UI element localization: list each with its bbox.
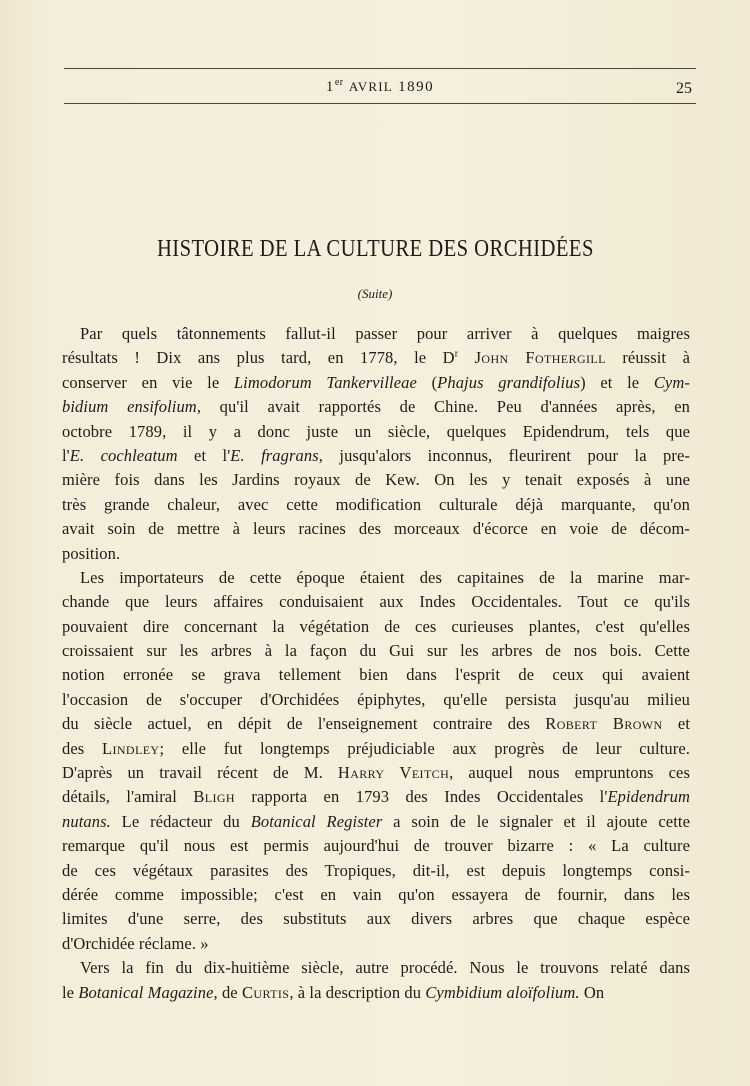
text-run: détails, l'amiral [62, 787, 194, 807]
date-year: 1890 [398, 79, 435, 95]
text-run: pouvaient dire concernant la végétation de ces curieuses plantes, c'est qu'elles [62, 616, 690, 636]
header-top-rule [64, 68, 696, 69]
text-line [62, 493, 690, 517]
text-run: Par quels tâtonnements fallut-il passer pour arriver à quelques maigres [80, 324, 690, 343]
text-run: , à la description du [289, 982, 426, 1002]
text-run: résultats ! Dix ans plus tard, en 1778, le D [62, 348, 455, 368]
date-day-suffix: er [334, 77, 344, 88]
text-line [62, 761, 690, 785]
text-run: mière fois dans les Jardins royaux de Kew. On les y tenait exposés à une [62, 470, 690, 490]
text-line [62, 712, 690, 736]
text-line [62, 663, 690, 687]
text-run: conserver en vie le [62, 372, 234, 392]
text-run: Le rédacteur du [110, 811, 251, 831]
article-title: HISTOIRE DE LA CULTURE DES ORCHIDÉES [156, 236, 594, 262]
text-line [62, 590, 690, 614]
text-run: croissaient sur les arbres à la façon du Gui sur les arbres de nos bois. Cette [62, 641, 690, 661]
text-run: très grande chaleur, avec cette modification culturale déjà marquante, qu'on [62, 494, 690, 514]
text-run: le [62, 982, 79, 1002]
text-line [62, 517, 690, 541]
text-line [62, 444, 690, 468]
page-number: 25 [676, 80, 692, 97]
text-run: et [662, 714, 690, 734]
text-line [62, 785, 690, 809]
text-line [62, 346, 690, 370]
text-run: l'occasion de s'occuper d'Orchidées épiphytes, qu'elle persista jusqu'au milieu [62, 689, 690, 709]
text-run: position. [62, 543, 121, 563]
text-line [62, 639, 690, 663]
text-run: de [217, 982, 242, 1002]
text-run: dérée comme impossible; c'est en vain qu'on essayera de fournir, dans les [62, 884, 690, 904]
text-line [62, 395, 690, 419]
running-head [64, 74, 696, 102]
text-line [62, 420, 690, 444]
italic-term: bidium ensifolium, [62, 397, 202, 417]
date-month: AVRIL [348, 79, 393, 94]
italic-term: E. fragrans, [230, 445, 323, 465]
text-run: , auquel nous empruntons ces [449, 763, 690, 783]
proper-name: Robert Brown [545, 714, 663, 734]
text-run: octobre 1789, il y a donc juste un siècle, quelques Epidendrum, tels que [62, 421, 690, 441]
text-line [62, 688, 690, 712]
italic-term: Phajus grandifolius [437, 372, 581, 392]
text-run: ( [416, 372, 438, 392]
italic-term: Limodorum Tankervilleae [233, 372, 417, 392]
text-line [62, 615, 690, 639]
text-run [458, 348, 474, 367]
text-run: réussit à [605, 348, 690, 368]
text-run: notion erronée se grava tellement bien dans l'esprit de ceux qui avaient [62, 665, 690, 685]
proper-name: John Fothergill [474, 348, 606, 368]
italic-term: E. cochleatum [69, 445, 178, 465]
text-run: chande que leurs affaires conduisaient aux Indes Occidentales. Tout ce qu'ils [62, 592, 690, 612]
text-run: du siècle actuel, en dépit de l'enseignement contraire des [62, 714, 546, 734]
italic-term: Cym- [653, 372, 690, 392]
text-line [62, 834, 690, 858]
proper-name: Harry Veitch [337, 763, 450, 783]
proper-name: Curtis [241, 982, 290, 1002]
text-run: remarque qu'il nous est permis aujourd'hui de trouver bizarre : « La culture [62, 836, 690, 856]
text-run: qu'il avait rapportés de Chine. Peu d'années après, en [201, 397, 690, 417]
text-line [62, 810, 690, 834]
article-subtitle: (Suite) [357, 286, 393, 301]
proper-name: Lindley [101, 738, 160, 758]
text-run: ; elle fut longtemps préjudiciable aux progrès de leur culture. [159, 738, 690, 758]
text-run: Vers la fin du dix-huitième siècle, autre procédé. Nous le trouvons relaté dans [80, 958, 690, 978]
italic-term: Epidendrum [607, 787, 691, 807]
text-line [62, 737, 690, 761]
italic-term: Botanical Magazine, [78, 982, 218, 1002]
text-run: rapporta en 1793 des Indes Occidentales l' [234, 787, 608, 807]
text-run: D'après un travail récent de M. [62, 763, 338, 783]
proper-name: Bligh [193, 787, 235, 807]
text-run: limites d'une serre, des substituts aux divers arbres que chaque espèce [62, 909, 690, 929]
text-run: a soin de le signaler et il ajoute cette [382, 811, 690, 831]
text-line [62, 883, 690, 907]
italic-term: nutans. [62, 811, 111, 831]
italic-term: Cymbidium aloïfolium. [425, 982, 580, 1002]
issue-date [64, 77, 696, 96]
text-line [62, 322, 690, 346]
text-run: d'Orchidée réclame. » [62, 933, 209, 953]
text-run: des [62, 738, 102, 758]
text-run: de ces végétaux parasites des Tropiques, dit-il, est depuis longtemps consi- [62, 860, 690, 880]
text-run: l' [62, 445, 70, 465]
text-run: r [454, 348, 459, 360]
text-line [62, 932, 690, 956]
text-line [62, 859, 690, 883]
text-line [62, 468, 690, 492]
italic-term: Botanical Register [250, 811, 383, 831]
text-line [62, 981, 690, 1005]
text-line [62, 542, 690, 566]
article-body [62, 322, 690, 1005]
date-day: 1 [325, 79, 335, 95]
text-run: avait soin de mettre à leurs racines des morceaux d'écorce en voie de décom- [62, 519, 690, 539]
text-line [62, 566, 690, 590]
text-run: Les importateurs de cette époque étaient des capitaines de la marine mar- [80, 567, 690, 587]
text-run: ) et le [580, 372, 654, 392]
text-run: On [579, 982, 605, 1002]
text-run: jusqu'alors inconnus, fleurirent pour la pre- [322, 445, 690, 465]
text-run: et l' [177, 445, 231, 465]
text-line [62, 907, 690, 931]
text-line [62, 371, 690, 395]
header-bottom-rule [64, 103, 696, 104]
text-line [62, 956, 690, 980]
